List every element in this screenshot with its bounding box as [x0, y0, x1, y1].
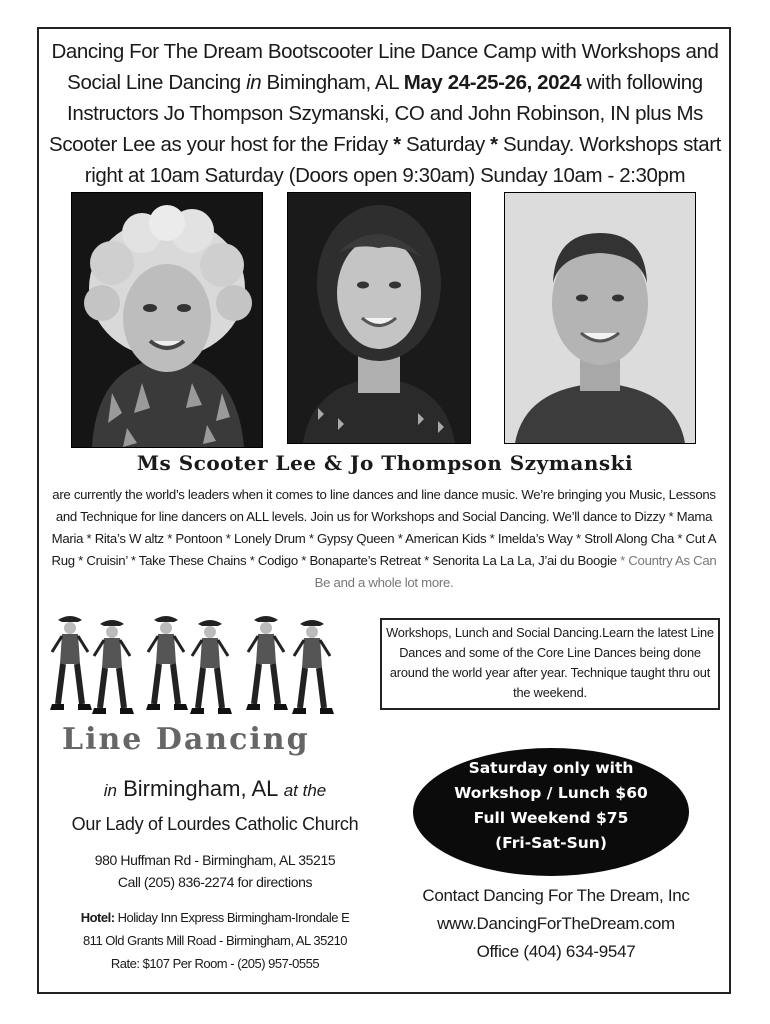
venue-city-line — [40, 776, 390, 802]
pricing-saturday: Saturday only with — [468, 759, 634, 777]
dancer-figure — [50, 616, 92, 710]
header-location: Bimingham, AL — [261, 71, 404, 94]
hotel-name: Holiday Inn Express Birmingham-Irondale E — [114, 910, 350, 925]
hotel-info — [40, 906, 390, 975]
description-tail: * Country As Can Be and a whole lot more. — [314, 553, 717, 590]
contact-website[interactable]: www.DancingForTheDream.com — [437, 914, 675, 933]
venue-address: 980 Huffman Rd - Birmingham, AL 35215 — [94, 852, 336, 868]
photo-john-robinson — [504, 192, 696, 444]
header-schedule: Sunday. Workshops start right at 10am Saturday (Doors open 9:30am) Sunday 10am - 2:30pm — [84, 133, 721, 187]
workshops-box: Workshops, Lunch and Social Dancing.Learn the latest Line Dances and some of the Core Line Dances being done around the world year after year. Technique taught thru out the weekend. — [380, 618, 720, 710]
venue-city: Birmingham, AL — [123, 776, 278, 801]
header-in: in — [246, 71, 262, 94]
header-instructors: with following Instructors Jo Thompson Szymanski, CO and John Robinson, IN plus Ms Scooter Lee as your host for the Friday — [49, 71, 703, 156]
venue-call: Call (205) 836-2274 for directions — [117, 874, 313, 890]
hotel-rate: Rate: $107 Per Room - (205) 957-0555 — [110, 956, 320, 971]
venue-at-the: at the — [283, 781, 327, 800]
contact-block — [386, 882, 726, 966]
description-text — [46, 484, 722, 594]
hotel-label: Hotel: — [80, 910, 115, 925]
instructor-names-heading: Ms Scooter Lee & Jo Thompson Szymanski — [136, 451, 634, 475]
pricing-workshop-lunch: Workshop / Lunch $60 — [454, 784, 648, 802]
header-text: Dancing For The Dream Bootscooter Line Dance Camp with Workshops and Social Line Dancing — [51, 40, 719, 94]
contact-phone: Office (404) 634-9547 — [476, 942, 636, 961]
line-dancing-title: Line Dancing — [62, 722, 310, 757]
venue-church: Our Lady of Lourdes Catholic Church — [71, 814, 359, 834]
venue-address-block — [40, 849, 390, 893]
pricing-oval — [413, 748, 689, 876]
photo-jo-thompson-szymanski — [287, 192, 471, 444]
pricing-full-weekend: Full Weekend $75 — [473, 809, 629, 827]
contact-org: Contact Dancing For The Dream, Inc — [422, 886, 690, 905]
photo-scooter-lee — [71, 192, 263, 448]
description-main: are currently the world’s leaders when it comes to line dances and line dance music. We’re bringing you Music, Lessons and Technique for line dancers on ALL levels. Join us for Workshops and Social Dancing. We’ll dance to Dizzy * Mama Maria * Rita’s W altz * Pontoon * Lonely Drum * Gypsy Queen * American Kids * Imelda’s Way * Stroll Along Cha * Cut A Rug * Cruisin’ * Take These Chains * Codigo * Bonaparte’s Retreat * Senorita La La La, J’ai du Boogie — [51, 487, 717, 568]
star-separator: * — [490, 133, 498, 156]
event-header — [40, 36, 730, 191]
venue-in: in — [103, 781, 117, 800]
pricing-days: (Fri-Sat-Sun) — [495, 834, 607, 852]
header-saturday: Saturday — [400, 133, 491, 156]
line-dancers-illustration — [48, 612, 348, 722]
event-dates: May 24-25-26, 2024 — [403, 71, 582, 94]
star-separator: * — [393, 133, 401, 156]
hotel-address: 811 Old Grants Mill Road - Birmingham, AL 35210 — [82, 933, 348, 948]
